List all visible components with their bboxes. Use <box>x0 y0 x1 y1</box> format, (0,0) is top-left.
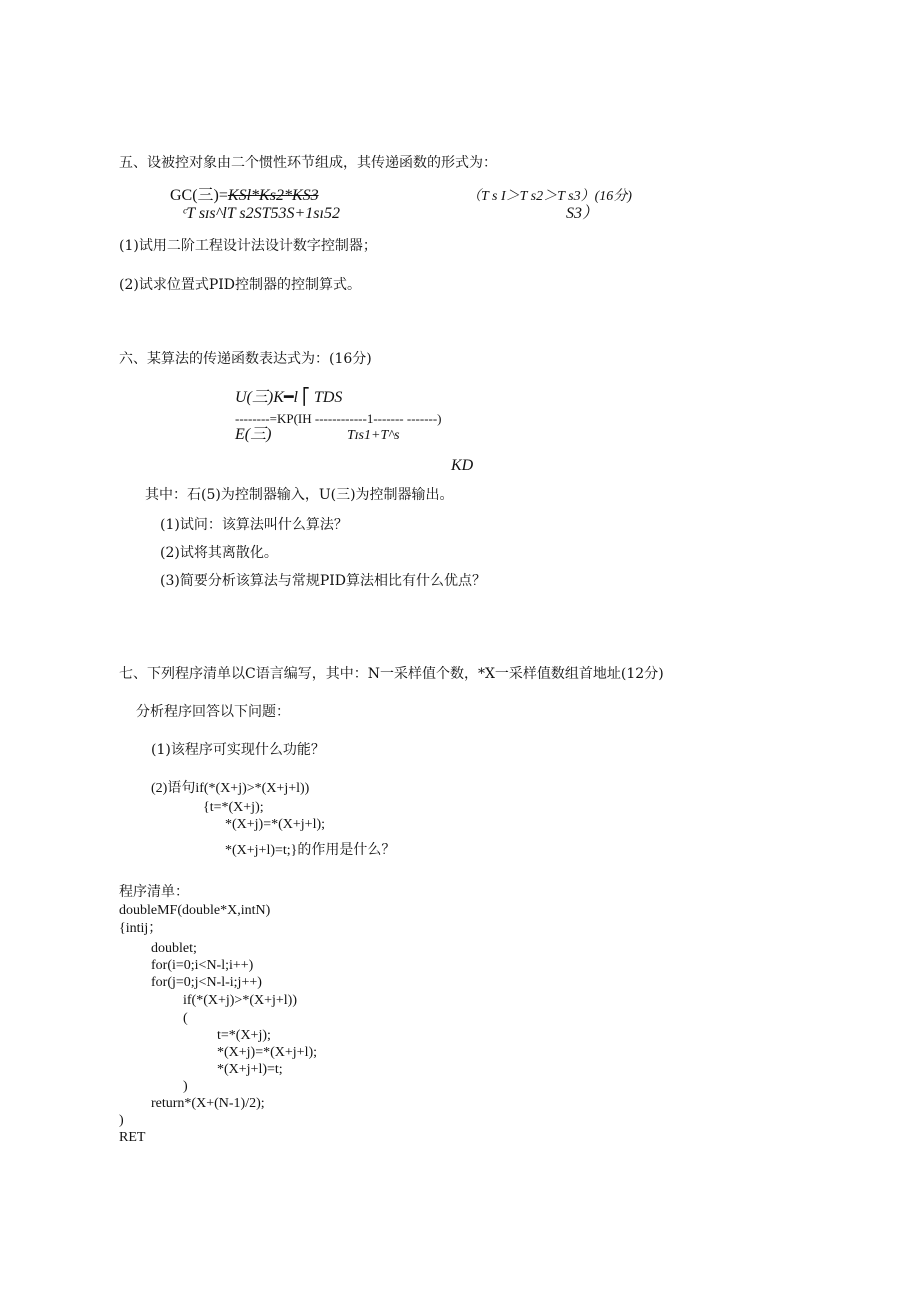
q5-formula-lhs: GC(三)= <box>170 187 228 204</box>
q7-intro: 分析程序回答以下问题： <box>136 704 290 720</box>
q5-formula-gains: KSl*Ks2*KS3 <box>227 187 319 204</box>
q7-item-2-line-2: {t=*(X+j); <box>203 800 264 815</box>
q5-item-1: (1)试用二阶工程设计法设计数字控制器； <box>119 238 377 254</box>
code-line: return*(X+(N-1)/2); <box>151 1096 265 1111</box>
q5-item-2: (2)试求位置式PID控制器的控制算式。 <box>119 277 362 293</box>
code-listing-title: 程序清单： <box>119 884 189 900</box>
q6-formula-top: U(三)K━l ⎡ TDS <box>235 389 343 406</box>
q7-item-2-line-3: *(X+j)=*(X+j+l); <box>225 817 326 832</box>
q6-formula-bottom-right: Tɪs1+T^s <box>347 428 400 443</box>
code-line: *(X+j)=*(X+j+l); <box>217 1045 318 1060</box>
q6-kd-label: KD <box>451 457 474 474</box>
code-line: RET <box>119 1130 146 1145</box>
q5-formula-denominator: ᶜT sɪs^lT s2ST53S+1sı52 <box>182 205 340 222</box>
code-line: doubleMF(double*X,intN) <box>119 903 271 918</box>
code-line: doublet; <box>151 941 197 956</box>
code-line: for(i=0;i<N-l;i++) <box>151 958 254 973</box>
code-line: ) <box>183 1079 188 1094</box>
q6-description: 其中：石(5)为控制器输入，U(三)为控制器输出。 <box>145 487 454 503</box>
code-line: *(X+j+l)=t; <box>217 1062 283 1077</box>
code-line: ) <box>119 1113 124 1128</box>
code-line: for(j=0;j<N-l-i;j++) <box>151 975 262 990</box>
q5-title: 五、设被控对象由二个惯性环节组成，其传递函数的形式为： <box>119 155 497 171</box>
q7-item-2-line-1: (2)语句if(*(X+j)>*(X+j+l)) <box>151 781 310 796</box>
q6-formula-bottom-left: E(三) <box>235 426 272 443</box>
q6-item-1: (1)试问：该算法叫什么算法？ <box>160 517 348 533</box>
q5-formula-condition: （T s I＞T s2＞T s3）(16分) <box>467 189 632 204</box>
q7-item-2-line-4: *(X+j+l)=t;}的作用是什么？ <box>225 843 396 858</box>
q6-title: 六、某算法的传递函数表达式为：(16分) <box>119 351 372 367</box>
q7-item-1: (1)该程序可实现什么功能？ <box>151 742 325 758</box>
q6-item-2: (2)试将其离散化。 <box>160 545 278 561</box>
q7-title: 七、下列程序清单以C语言编写，其中：N一采样值个数，*X一采样值数组首地址(12分) <box>119 666 664 682</box>
q5-formula-numerator <box>170 186 319 205</box>
code-line: {intij； <box>119 921 163 936</box>
code-line: ( <box>183 1011 188 1026</box>
code-line: if(*(X+j)>*(X+j+l)) <box>183 993 297 1008</box>
code-line: t=*(X+j); <box>217 1028 271 1043</box>
q6-formula-middle: --------=KP(IH ------------1------- -------) <box>235 411 442 426</box>
q6-item-3: (3)简要分析该算法与常规PID算法相比有什么优点？ <box>160 573 487 589</box>
q5-formula-denominator-tail: S3） <box>566 205 599 222</box>
